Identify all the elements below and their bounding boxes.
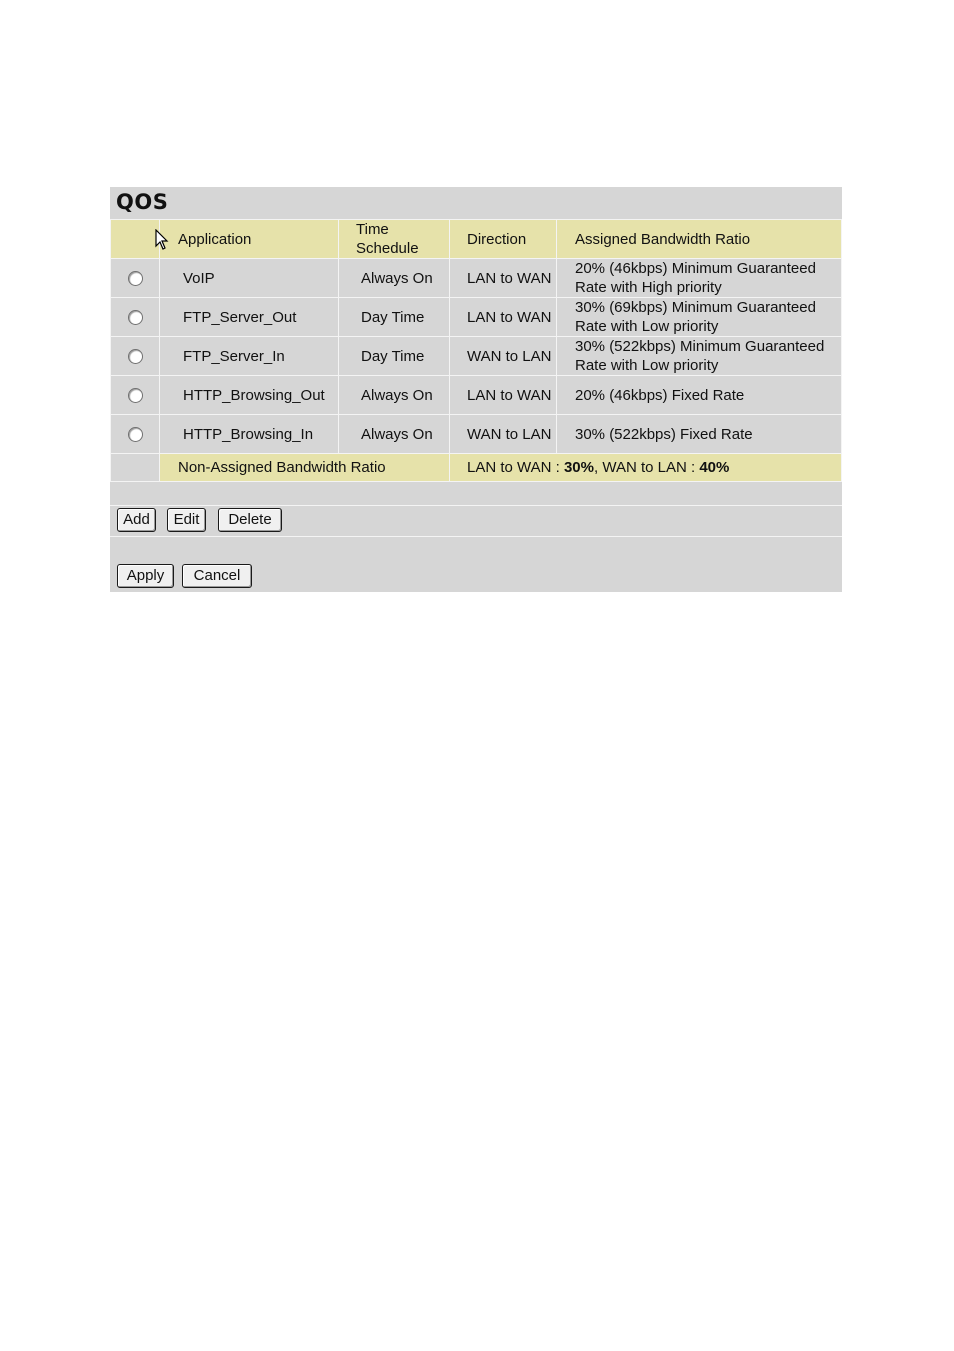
edit-button-row: [110, 505, 842, 537]
row-direction: WAN to LAN: [450, 337, 557, 376]
values-separator: ,: [594, 459, 603, 476]
row-select-cell: [111, 415, 160, 454]
header-application: [160, 220, 339, 259]
row-radio[interactable]: [128, 271, 143, 286]
row-radio[interactable]: [128, 349, 143, 364]
row-ratio: 20% (46kbps) Minimum Guaranteed Rate with High priority: [557, 259, 842, 298]
qos-table: [110, 219, 842, 482]
header-application-label: Application: [178, 230, 252, 248]
lan-to-wan-label: LAN to WAN :: [467, 459, 564, 476]
row-direction: WAN to LAN: [450, 415, 557, 454]
header-select-cell: [111, 220, 160, 259]
non-assigned-label: Non-Assigned Bandwidth Ratio: [160, 454, 450, 482]
row-direction: LAN to WAN: [450, 298, 557, 337]
header-time-schedule: Time Schedule: [339, 220, 450, 259]
row-schedule: Always On: [339, 415, 450, 454]
table-row: [111, 298, 842, 337]
edit-button[interactable]: Edit: [167, 508, 206, 532]
row-application: FTP_Server_Out: [160, 298, 339, 337]
mouse-cursor-icon: [155, 229, 169, 251]
row-application: HTTP_Browsing_Out: [160, 376, 339, 415]
non-assigned-row: [111, 454, 842, 482]
row-application: FTP_Server_In: [160, 337, 339, 376]
row-direction: LAN to WAN: [450, 259, 557, 298]
row-radio[interactable]: [128, 310, 143, 325]
row-radio[interactable]: [128, 388, 143, 403]
wan-to-lan-label: WAN to LAN :: [602, 459, 700, 476]
header-ratio: Assigned Bandwidth Ratio: [557, 220, 842, 259]
table-row: [111, 376, 842, 415]
row-schedule: Day Time: [339, 298, 450, 337]
row-ratio: 30% (522kbps) Minimum Guaranteed Rate with Low priority: [557, 337, 842, 376]
row-direction: LAN to WAN: [450, 376, 557, 415]
row-ratio: 20% (46kbps) Fixed Rate: [557, 376, 842, 415]
apply-button-row: [110, 563, 842, 592]
table-header-row: [111, 220, 842, 259]
row-select-cell: [111, 259, 160, 298]
row-ratio: 30% (69kbps) Minimum Guaranteed Rate with Low priority: [557, 298, 842, 337]
header-direction: Direction: [450, 220, 557, 259]
row-schedule: Always On: [339, 259, 450, 298]
add-button[interactable]: Add: [117, 508, 156, 532]
non-assigned-values: [450, 454, 842, 482]
delete-button[interactable]: Delete: [218, 508, 282, 532]
page-title: QOS: [116, 190, 169, 214]
lan-to-wan-value: 30%: [563, 459, 594, 476]
row-select-cell: [111, 337, 160, 376]
row-application: VoIP: [160, 259, 339, 298]
row-schedule: Day Time: [339, 337, 450, 376]
row-select-cell: [111, 376, 160, 415]
qos-panel: [110, 187, 842, 592]
cancel-button[interactable]: Cancel: [182, 564, 252, 588]
row-schedule: Always On: [339, 376, 450, 415]
footer-blank-cell: [111, 454, 160, 482]
row-radio[interactable]: [128, 427, 143, 442]
table-row: [111, 259, 842, 298]
row-ratio: 30% (522kbps) Fixed Rate: [557, 415, 842, 454]
row-application: HTTP_Browsing_In: [160, 415, 339, 454]
wan-to-lan-value: 40%: [699, 459, 730, 476]
table-row: [111, 415, 842, 454]
table-row: [111, 337, 842, 376]
row-select-cell: [111, 298, 160, 337]
apply-button[interactable]: Apply: [117, 564, 174, 588]
